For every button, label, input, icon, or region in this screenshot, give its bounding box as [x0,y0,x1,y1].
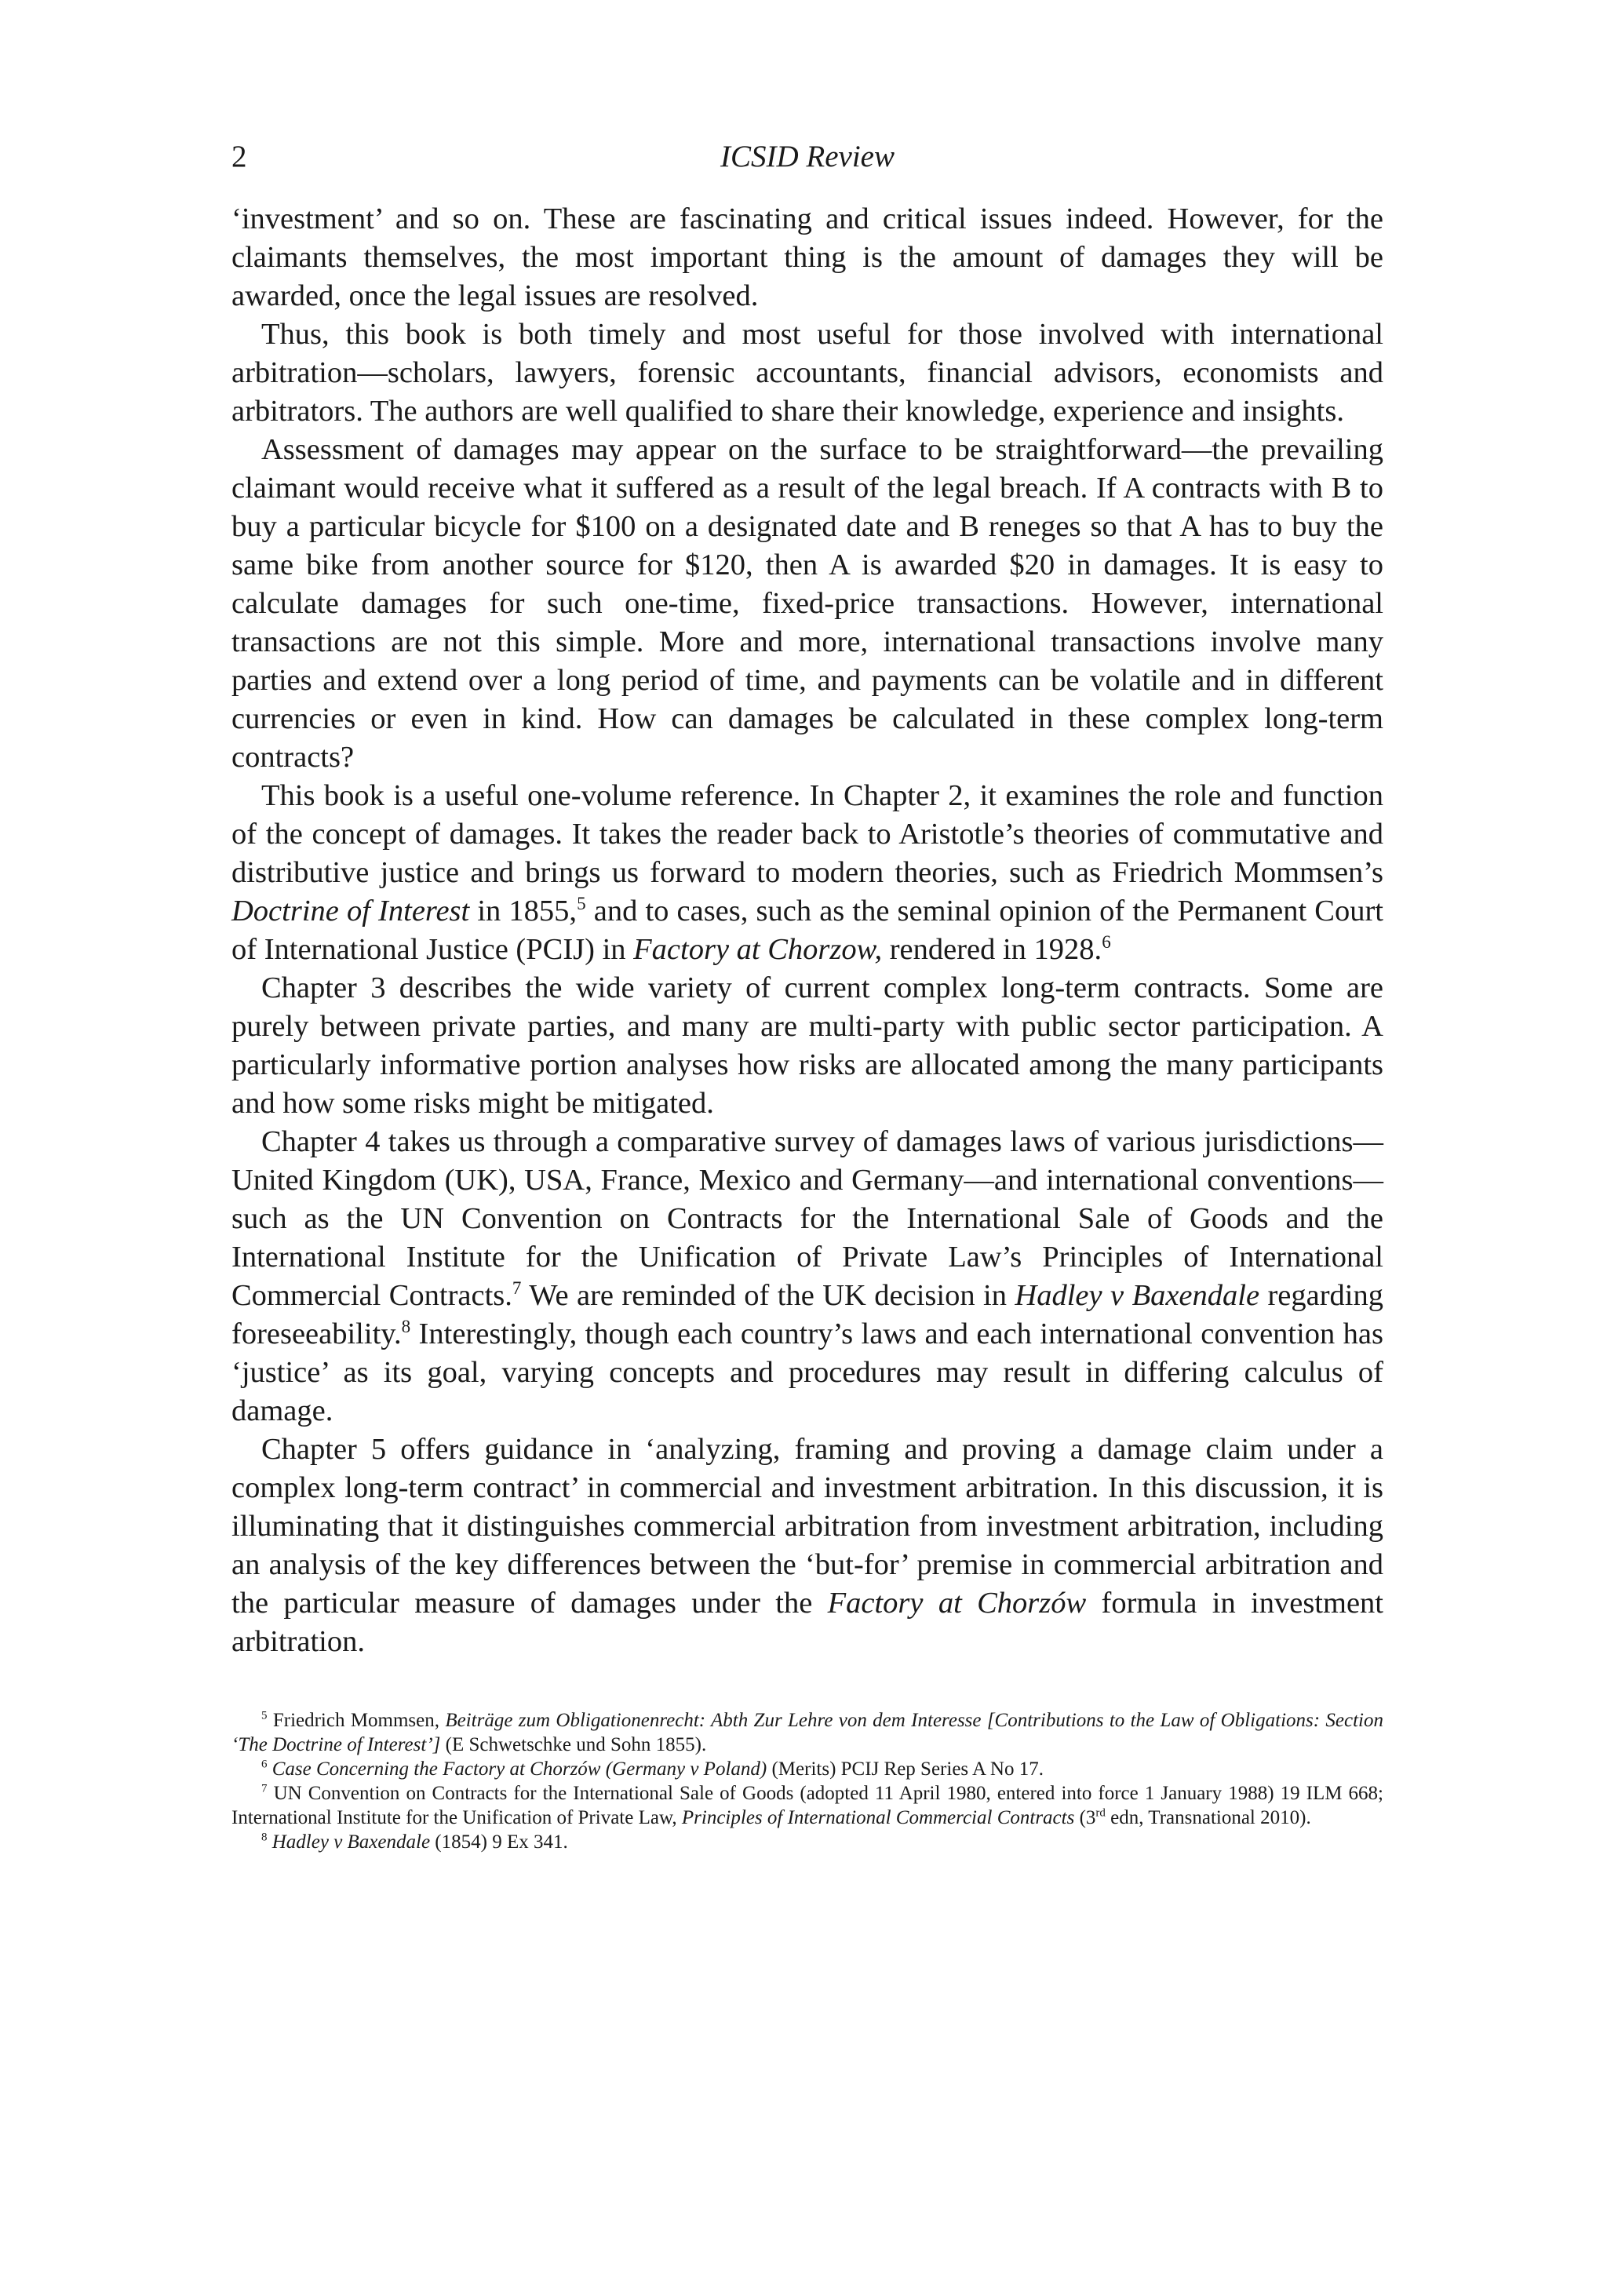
footnote-ref-8[interactable]: 8 [401,1316,411,1337]
paragraph-4-italic-1: Doctrine of Interest [231,895,470,928]
footnote-6-text-2: (Merits) PCIJ Rep Series A No 17. [767,1758,1044,1780]
paragraph-2: Thus, this book is both timely and most useful for those involved with international arbitration—scholars, lawyers, forensic accountants, financial advisors, economists and arbitrators. The authors are well qualified to share their knowledge, experience and insights. [231,318,1383,428]
paragraph-6-text-3: regarding foreseeability. [231,1279,1384,1350]
paragraph-4-text-1: This book is a useful one-volume reference. In Chapter 2, it examines the role and function of the concept of damages. It takes the reader back to Aristotle’s theories of commutative and distributive justice and brings us forward to modern theories, such as Friedrich Mommsen’s [231,779,1383,889]
running-head [231,133,1383,180]
paragraph-6-text-4: Interestingly, though each country’s laws and each international convention has ‘justice’ as its goal, varying concepts and procedures may result in differing calculus of damage. [231,1317,1383,1427]
footnote-5-text-2: (E Schwetschke und Sohn 1855). [440,1734,707,1755]
paragraph-4-text-3: and to cases, such as the seminal opinion of the Permanent Court of International Justice (PCIJ) in [231,895,1383,966]
paragraph-1: ‘investment’ and so on. These are fascinating and critical issues indeed. However, for the claimants themselves, the most important thing is the amount of damages they will be awarded, once the legal issues are resolved. [231,202,1383,312]
footnotes [231,1708,1383,1854]
paragraph-5: Chapter 3 describes the wide variety of current complex long-term contracts. Some are purely between private parties, and many are multi-party with public sector participation. A particularly informative portion analyses how risks are allocated among the many participants and how some risks might be mitigated. [231,971,1383,1120]
footnote-8-text-2: (1854) 9 Ex 341. [430,1831,568,1853]
footnote-5-italic-1: Beiträge zum Obligationenrecht: Abth Zur Lehre von dem Interesse [Contributions to the Law of Obligations: Section ‘The Doctrine of Interest’] [231,1710,1383,1755]
paragraph-6 [231,1123,1383,1430]
paragraph-4-text-2: in 1855, [469,895,578,928]
journal-title: ICSID Review [720,140,895,173]
footnote-number: 6 [261,1758,268,1771]
paragraph-7-italic-1: Factory at Chorzów [827,1587,1087,1620]
paragraph-6-text-1: Chapter 4 takes us through a comparative survey of damages laws of various jurisdictions—United Kingdom (UK), USA, France, Mexico and Germany—and international conventions—such as the UN Convention on Contracts for the International Sale of Goods and the International Institute for the Unification of Private Law’s Principles of International Commercial Contracts. [231,1125,1383,1312]
footnote-7-text-2: (3 [1074,1807,1096,1828]
footnote-number: 8 [261,1831,268,1844]
footnote-8-italic-1: Hadley v Baxendale [271,1831,431,1853]
paragraph-4-text-4: rendered in 1928. [882,933,1102,966]
paragraph-7 [231,1430,1383,1661]
paragraph-4-italic-2: Factory at Chorzow, [633,933,883,966]
footnote-5-text-1: Friedrich Mommsen, [267,1710,446,1731]
page [231,133,1383,1854]
footnote-5 [231,1708,1383,1757]
footnote-ref-5[interactable]: 5 [577,893,586,914]
page-number: 2 [231,140,247,173]
paragraph-7-text-1: Chapter 5 offers guidance in ‘analyzing, framing and proving a damage claim under a complex long-term contract’ in commercial and investment arbitration. In this discussion, it is illuminating that it distinguishes commercial arbitration from investment arbitration, including an analysis of the key differences between the ‘but-for’ premise in commercial arbitration and the particular measure of damages under the [231,1433,1383,1620]
paragraph-7-text-2: formula in investment arbitration. [231,1587,1383,1658]
body-text [231,200,1383,1661]
footnote-7 [231,1781,1383,1830]
footnote-ref-7[interactable]: 7 [512,1277,522,1299]
footnote-6 [231,1757,1383,1781]
footnote-7-italic-1: Principles of International Commercial Contracts [681,1807,1075,1828]
footnote-ref-6[interactable]: 6 [1102,931,1111,953]
paragraph-6-text-2: We are reminded of the UK decision in [521,1279,1015,1312]
paragraph-6-italic-1: Hadley v Baxendale [1015,1279,1260,1312]
footnote-number: 7 [261,1782,268,1795]
footnote-7-text-3: edn, Transnational 2010). [1105,1807,1311,1828]
footnote-number: 5 [261,1709,268,1722]
paragraph-3: Assessment of damages may appear on the surface to be straightforward—the prevailing claimant would receive what it suffered as a result of the legal breach. If A contracts with B to buy a particular bicycle for $100 on a designated date and B reneges so that A has to buy the same bike from another source for $120, then A is awarded $20 in damages. It is easy to calculate damages for such one-time, fixed-price transactions. However, international transactions are not this simple. More and more, international transactions involve many parties and extend over a long period of time, and payments can be volatile and in different currencies or even in kind. How can damages be calculated in these complex long-term contracts? [231,433,1383,774]
footnote-7-text-1: UN Convention on Contracts for the International Sale of Goods (adopted 11 April 1980, entered into force 1 January 1988) 19 ILM 668; International Institute for the Unification of Private Law, [231,1783,1383,1828]
footnote-6-italic-1: Case Concerning the Factory at Chorzów (Germany v Poland) [271,1758,767,1780]
footnote-7-superscript: rd [1095,1806,1106,1820]
paragraph-4 [231,777,1383,969]
footnote-8 [231,1830,1383,1854]
